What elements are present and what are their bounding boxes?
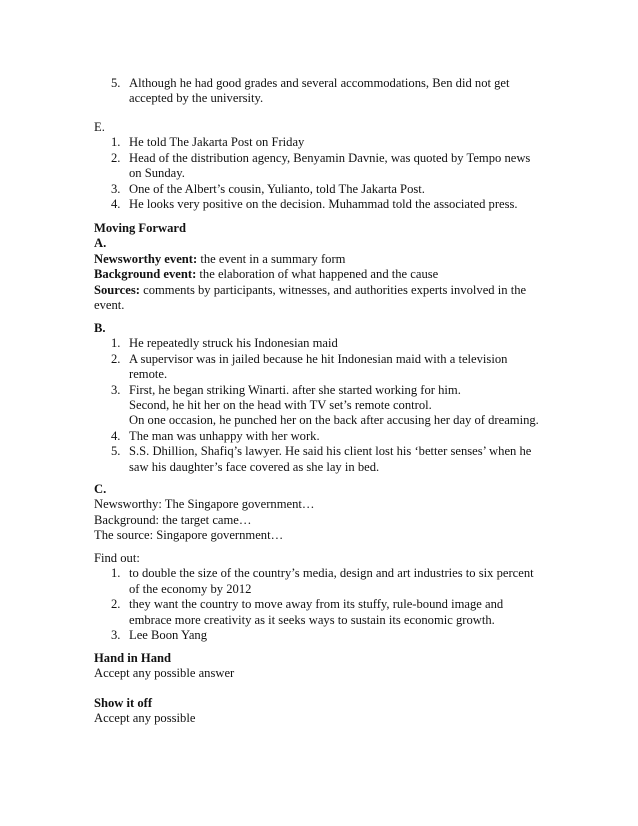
section-heading: B.	[94, 321, 106, 335]
item-text: Although he had good grades and several accommodations, Ben did not get	[129, 76, 510, 90]
term-text: the event in a summary form	[197, 251, 346, 266]
list-item	[94, 135, 544, 150]
item-number: 3.	[111, 181, 121, 196]
item-number: 1.	[111, 135, 121, 150]
item-number: 2.	[111, 150, 121, 165]
background-line: Background: the target came…	[94, 512, 252, 527]
term-text: comments by participants, witnesses, and authorities experts involved in the	[139, 282, 527, 297]
sources-line	[94, 283, 544, 298]
item-text: Lee Boon Yang	[129, 628, 208, 643]
newsworthy-line	[94, 252, 544, 267]
list-item	[94, 628, 544, 643]
item-text: on Sunday.	[129, 166, 185, 181]
section-heading: Find out:	[94, 551, 140, 565]
item-text: Second, he hit her on the head with TV set’s remote control.	[129, 398, 432, 413]
item-number: 2.	[111, 351, 121, 366]
item-text: Head of the distribution agency, Benyamin Davnie, was quoted by Tempo news	[129, 150, 531, 165]
item-number: 1.	[111, 566, 121, 581]
section-heading: A.	[94, 236, 107, 251]
section-b	[94, 321, 544, 475]
find-out-list	[94, 566, 544, 643]
term-label: Sources:	[94, 282, 140, 297]
section-heading: C.	[94, 482, 107, 496]
list-item	[94, 444, 544, 475]
item-number: 3.	[111, 628, 121, 643]
item-number: 5.	[111, 76, 121, 90]
sources-line-cont: event.	[94, 298, 125, 313]
section-title: Moving Forward	[94, 221, 186, 235]
list-item	[94, 151, 544, 182]
section-b-list	[94, 336, 544, 475]
source-line: The source: Singapore government…	[94, 528, 284, 543]
item-text: S.S. Dhillion, Shafiq’s lawyer. He said his client lost his ‘better senses’ when he	[129, 444, 532, 459]
list-item	[94, 336, 544, 351]
item-text: embrace more creativity as it seeks ways to sustain its economic growth.	[129, 612, 495, 627]
section-heading: E.	[94, 120, 105, 134]
item-text: First, he began striking Winarti. after she started working for him.	[129, 382, 461, 397]
section-e	[94, 120, 544, 212]
list-item	[94, 76, 544, 107]
item-text: remote.	[129, 367, 168, 382]
list-item	[94, 352, 544, 383]
show-it-off-section	[94, 696, 544, 727]
term-label: Newsworthy event:	[94, 251, 198, 266]
item-number: 4.	[111, 197, 121, 212]
item-text: A supervisor was in jailed because he hit Indonesian maid with a television	[129, 351, 508, 366]
section-text: Accept any possible answer	[94, 666, 235, 681]
section-title: Hand in Hand	[94, 651, 172, 665]
list-item	[94, 597, 544, 628]
item-text: The man was unhappy with her work.	[129, 428, 320, 443]
item-number: 5.	[111, 444, 121, 459]
item-text: they want the country to move away from its stuffy, rule-bound image and	[129, 597, 504, 612]
term-label: Background event:	[94, 267, 197, 282]
section-c	[94, 482, 544, 544]
item-text: On one occasion, he punched her on the back after accusing her day of dreaming.	[129, 413, 539, 428]
list-item	[94, 197, 544, 212]
item-text: of the economy by 2012	[129, 581, 252, 596]
item-text: to double the size of the country’s media, design and art industries to six percent	[129, 566, 534, 581]
item-text: He looks very positive on the decision. Muhammad told the associated press.	[129, 197, 518, 212]
list-item	[94, 566, 544, 597]
moving-forward-section	[94, 221, 544, 313]
section-text: Accept any possible	[94, 711, 196, 726]
list-item	[94, 182, 544, 197]
item-text: accepted by the university.	[129, 91, 264, 106]
item-text: He repeatedly struck his Indonesian maid	[129, 336, 338, 351]
section-title: Show it off	[94, 696, 153, 710]
item-number: 4.	[111, 428, 121, 443]
term-text: the elaboration of what happened and the cause	[196, 267, 439, 282]
item-text: He told The Jakarta Post on Friday	[129, 135, 305, 150]
item-text: saw his daughter’s face covered as she lay in bed.	[129, 459, 380, 474]
top-list	[94, 76, 544, 107]
background-line	[94, 267, 544, 282]
item-number: 3.	[111, 382, 121, 397]
newsworthy-line: Newsworthy: The Singapore government…	[94, 497, 315, 512]
item-number: 2.	[111, 597, 121, 612]
item-number: 1.	[111, 336, 121, 351]
find-out-section	[94, 551, 544, 643]
list-item	[94, 429, 544, 444]
list-item	[94, 383, 544, 429]
item-text: One of the Albert’s cousin, Yulianto, told The Jakarta Post.	[129, 181, 425, 196]
section-e-list	[94, 135, 544, 212]
hand-in-hand-section	[94, 651, 544, 682]
